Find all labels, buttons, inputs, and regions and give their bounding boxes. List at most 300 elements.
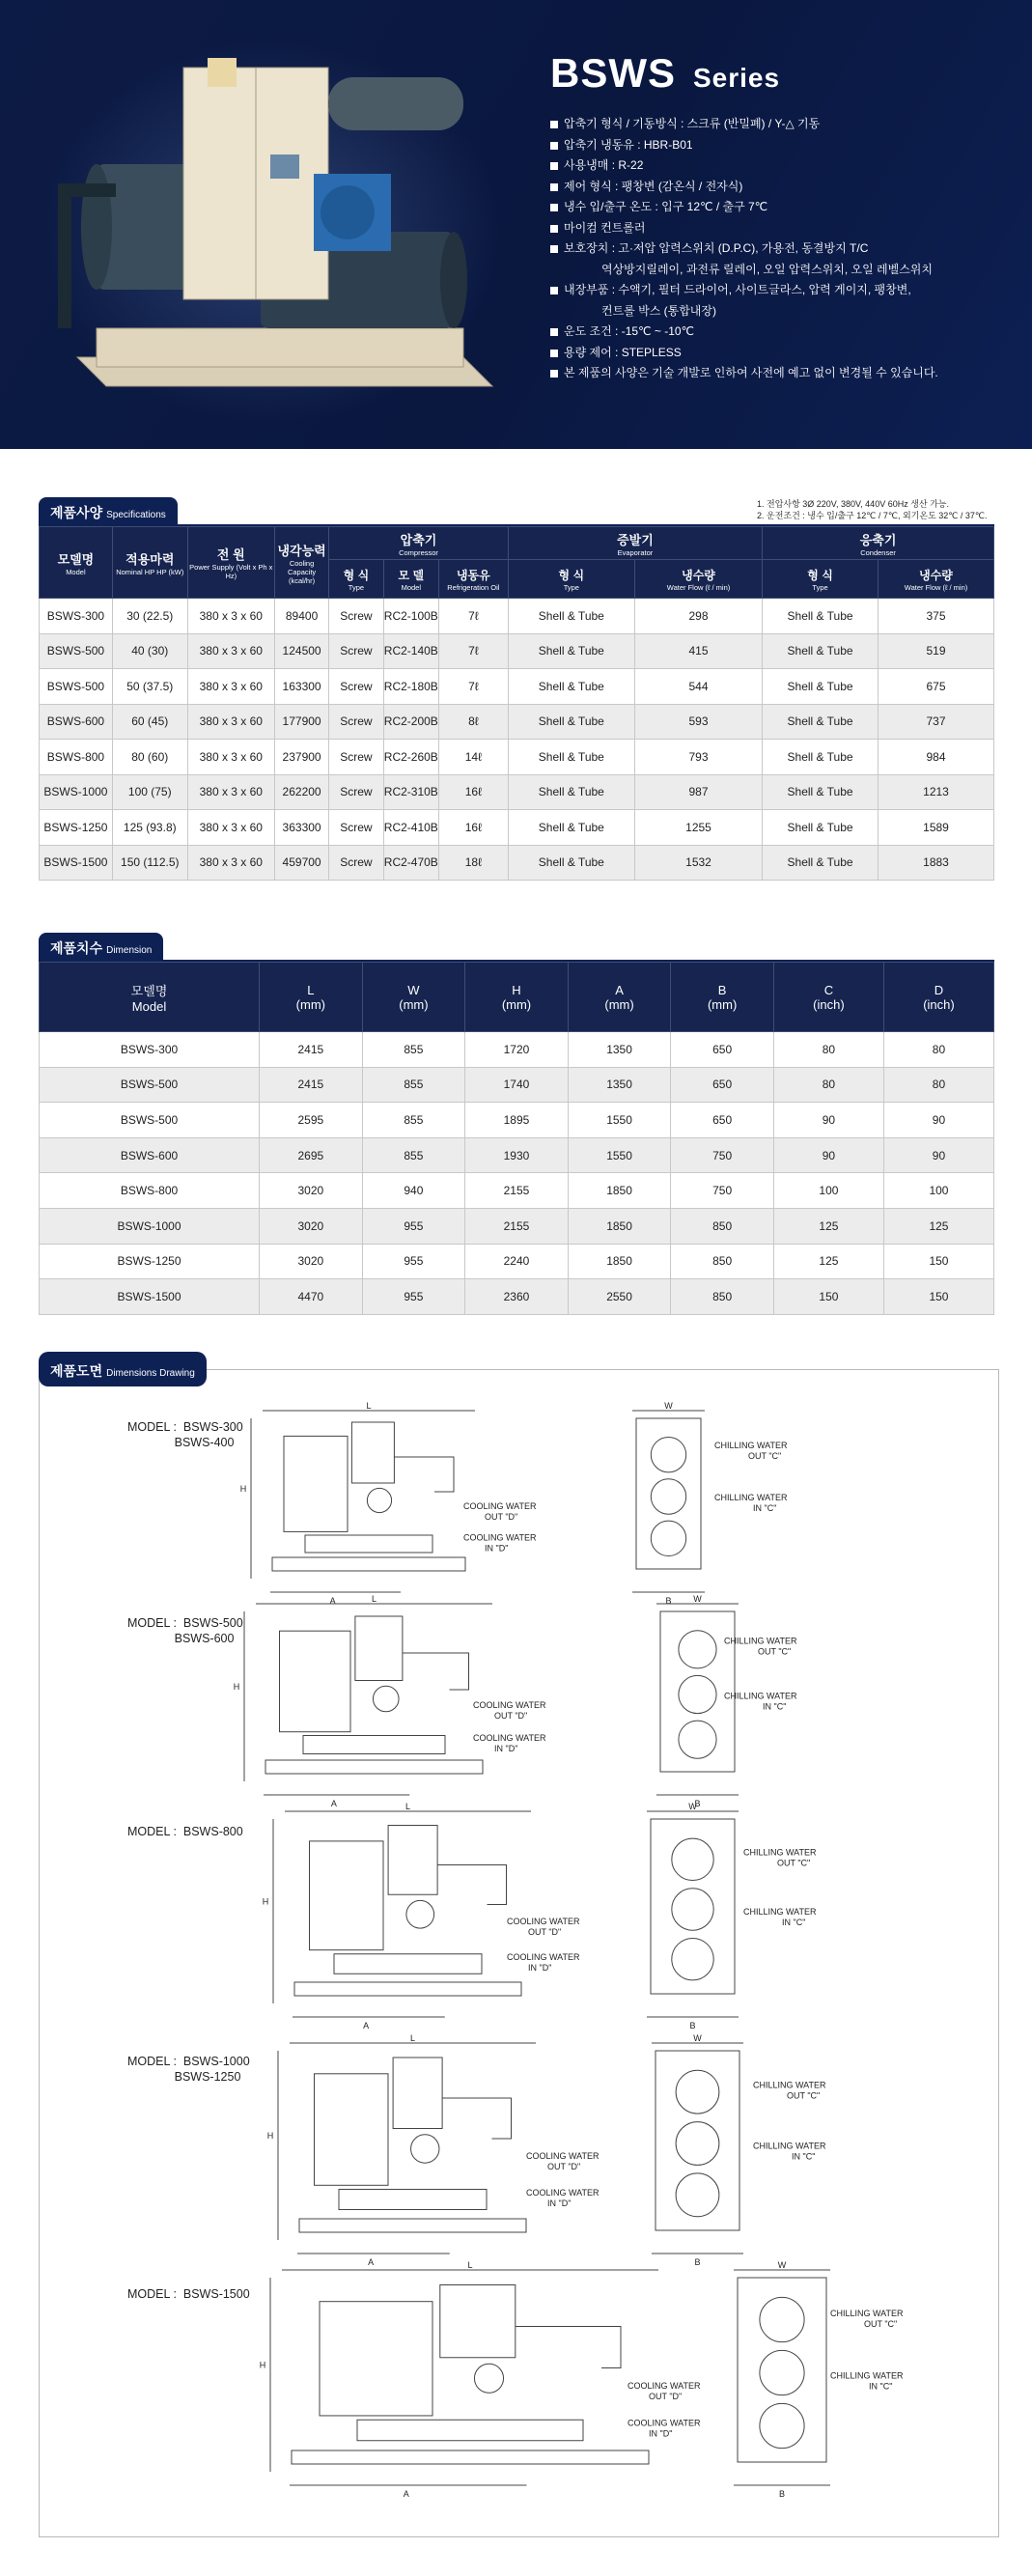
side-vessel [760,2297,804,2341]
shell-tube [303,1736,445,1754]
control-panel [310,1841,384,1950]
side-vessel [679,1721,716,1758]
spec-bullet: 보호장치 : 고·저압 압력스위치 (D.P.C), 가용전, 동결방지 T/C [550,238,1004,260]
compressor [351,1422,394,1483]
dim-cell: 1850 [568,1173,671,1209]
dim-cell: 80 [883,1067,993,1103]
spec-cell: Shell & Tube [763,633,879,669]
dim-cell: 90 [883,1103,993,1138]
control-panel [315,2074,389,2186]
dim-cell: 3020 [260,1173,363,1209]
cooling-water-out-label: COOLING WATER [507,1917,580,1926]
spec-cell: Shell & Tube [508,774,634,810]
dim-cell: 90 [773,1137,883,1173]
side-vessel [672,1838,713,1880]
spec-row [40,633,994,669]
dim-cell: 100 [773,1173,883,1209]
spec-notes [757,498,988,521]
spec-cell: 793 [634,740,762,775]
spec-cell: 124500 [274,633,328,669]
col-header-evap-type: 형 식 Type [508,560,634,599]
spec-cell: Screw [329,633,383,669]
spec-cell: BSWS-800 [40,740,113,775]
label-a: A [330,1799,337,1808]
spec-cell: 7ℓ [439,633,509,669]
dim-section-tab [39,933,163,960]
cooling-water-in-label: IN "D" [649,2428,673,2439]
label-h: H [259,2360,266,2370]
motor [474,2364,503,2393]
label-h: H [266,2131,274,2141]
dim-cell: 150 [773,1279,883,1315]
dim-section-title: 제품치수 [50,940,103,956]
dim-cell: 2415 [260,1067,363,1103]
spec-cell: 16ℓ [439,810,509,846]
spec-cell: RC2-470B [383,845,438,881]
spec-cell: 80 (60) [112,740,187,775]
spec-cell: 237900 [274,740,328,775]
spec-row [40,740,994,775]
dim-cell: 850 [671,1208,774,1244]
dim-col-header: 모델명 Model [40,963,260,1032]
spec-cell: 7ℓ [439,669,509,705]
dim-row [40,1173,994,1209]
chilling-water-in-label: CHILLING WATER [724,1691,797,1701]
cooling-water-out-label: OUT "D" [528,1927,562,1937]
dim-cell: 750 [671,1173,774,1209]
dim-cell: 2155 [465,1173,569,1209]
dim-cell: 90 [773,1103,883,1138]
col-header-evaporator: 증발기 Evaporator [508,527,762,560]
dim-cell: 2415 [260,1032,363,1068]
cooling-water-in-label: COOLING WATER [463,1532,537,1543]
label-h: H [233,1682,240,1692]
dim-cell: 125 [773,1208,883,1244]
cooling-water-in-label: COOLING WATER [473,1733,546,1744]
base-frame [294,1982,521,1996]
spec-cell: 89400 [274,599,328,634]
spec-cell: RC2-180B [383,669,438,705]
dim-cell: 1850 [568,1244,671,1279]
spec-cell: 380 x 3 x 60 [187,599,274,634]
dim-cell: 80 [883,1032,993,1068]
spec-cell: 16ℓ [439,774,509,810]
cooling-water-in-label: IN "D" [528,1962,552,1973]
model-label-1000: MODEL : BSWS-1000 BSWS-1250 [127,2055,250,2084]
base-frame [292,2450,649,2464]
pipe [442,2098,511,2139]
spec-cell: 125 (93.8) [112,810,187,846]
side-vessel [676,2122,719,2166]
dim-cell: 1350 [568,1032,671,1068]
dim-cell: 855 [362,1137,465,1173]
side-vessel [672,1938,713,1979]
spec-cell: 380 x 3 x 60 [187,810,274,846]
label-l: L [467,2260,473,2270]
label-h: H [262,1896,269,1907]
motor [367,1488,391,1512]
compressor [355,1616,403,1681]
dim-row [40,1032,994,1068]
label-a: A [363,2021,370,2030]
spec-cell: 60 (45) [112,704,187,740]
chilling-water-out-label: CHILLING WATER [714,1441,788,1450]
spec-cell: 415 [634,633,762,669]
dimension-drawing [233,1594,975,1820]
chilling-water-in-label: CHILLING WATER [830,2370,904,2381]
spec-cell: RC2-260B [383,740,438,775]
spec-cell: 40 (30) [112,633,187,669]
spec-section-title-en: Specifications [106,510,166,520]
spec-cell: Shell & Tube [508,704,634,740]
spec-cell: 7ℓ [439,599,509,634]
spec-cell: Shell & Tube [508,633,634,669]
cooling-water-in-label: IN "D" [494,1744,518,1754]
spec-table-body [40,599,994,881]
chilling-water-in-label: IN "C" [753,1503,777,1513]
spec-cell: 380 x 3 x 60 [187,845,274,881]
cooling-water-in-label: IN "D" [547,2198,572,2208]
spec-section-title: 제품사양 [50,505,103,520]
cooling-water-out-label: COOLING WATER [463,1501,537,1511]
dim-cell: 2550 [568,1279,671,1315]
dim-cell: 2240 [465,1244,569,1279]
spec-cell: Shell & Tube [763,704,879,740]
dim-section-title-en: Dimension [106,945,153,956]
control-panel [320,2302,432,2416]
dim-cell: 955 [362,1279,465,1315]
spec-section-tab [39,497,178,524]
series-name: BSWS [550,50,676,96]
side-vessel [651,1479,685,1514]
dim-row [40,1137,994,1173]
cooling-water-in-label: COOLING WATER [507,1951,580,1962]
spec-cell: 459700 [274,845,328,881]
spec-bullet: 용량 제어 : STEPLESS [550,343,1004,364]
side-vessel [679,1631,716,1668]
spec-cell: Shell & Tube [508,740,634,775]
dim-col-header: D (inch) [883,963,993,1032]
label-l: L [366,1401,372,1411]
label-b: B [665,1596,672,1606]
spec-cell: RC2-100B [383,599,438,634]
spec-cell: 380 x 3 x 60 [187,740,274,775]
chilling-water-out-label: CHILLING WATER [830,2308,904,2318]
spec-table [39,526,994,881]
dim-cell: 1895 [465,1103,569,1138]
spec-cell: Shell & Tube [763,845,879,881]
spec-cell: 984 [879,740,994,775]
label-w: W [688,1802,697,1811]
spec-cell: RC2-310B [383,774,438,810]
spec-cell: 30 (22.5) [112,599,187,634]
dim-row [40,1208,994,1244]
chilling-water-out-label: CHILLING WATER [753,2080,826,2090]
dimension-table [39,962,994,1315]
spec-bullet: 냉수 입/출구 온도 : 입구 12℃ / 출구 7℃ [550,197,1004,218]
dim-cell: BSWS-600 [40,1137,260,1173]
spec-cell: 18ℓ [439,845,509,881]
spec-cell: 375 [879,599,994,634]
dim-cell: 150 [883,1279,993,1315]
dim-row [40,1103,994,1138]
chilling-water-out-label: CHILLING WATER [743,1847,817,1858]
label-l: L [409,2033,416,2043]
dim-cell: 2155 [465,1208,569,1244]
control-panel [284,1436,348,1531]
spec-cell: Screw [329,740,383,775]
spec-cell: 1255 [634,810,762,846]
spec-row [40,704,994,740]
spec-cell: Screw [329,774,383,810]
dim-cell: BSWS-500 [40,1103,260,1138]
dim-cell: 125 [773,1244,883,1279]
side-vessel [651,1437,685,1471]
spec-bullet: 마이컴 컨트롤러 [550,218,1004,239]
label-a: A [368,2257,375,2267]
spec-cell: 1589 [879,810,994,846]
shell-tube [357,2420,583,2441]
spec-row [40,774,994,810]
shell-tube [334,1954,482,1974]
spec-bullet-continuation: 역상방지릴레이, 과전류 릴레이, 오일 압력스위치, 오일 레벨스위치 [601,262,933,276]
dimension-drawing [241,1802,975,2042]
spec-cell: Shell & Tube [763,740,879,775]
label-w: W [777,2260,787,2270]
chilling-water-in-label: IN "C" [782,1917,806,1927]
spec-row [40,599,994,634]
spec-cell: Shell & Tube [508,599,634,634]
model-label-800: MODEL : BSWS-800 [127,1825,243,1838]
motor [411,2135,439,2163]
chilling-water-out-label: OUT "C" [787,2090,821,2101]
spec-cell: Shell & Tube [763,810,879,846]
label-l: L [371,1594,377,1604]
spec-bullet: 제어 형식 : 팽창변 (감온식 / 전자식) [550,177,1004,198]
dim-cell: 1350 [568,1067,671,1103]
model-label-500: MODEL : BSWS-500 BSWS-600 [127,1616,243,1645]
dim-cell: BSWS-1000 [40,1208,260,1244]
series-title [550,50,780,97]
spec-cell: 163300 [274,669,328,705]
label-w: W [664,1401,673,1411]
spec-cell: BSWS-300 [40,599,113,634]
motor [406,1900,434,1928]
label-w: W [693,1594,702,1604]
dim-row [40,1244,994,1279]
dim-row [40,1279,994,1315]
spec-cell: 262200 [274,774,328,810]
spec-cell: 1532 [634,845,762,881]
spec-cell: 737 [879,704,994,740]
dim-cell: 1930 [465,1137,569,1173]
dim-cell: 850 [671,1244,774,1279]
label-h: H [239,1484,247,1494]
col-header-comp-oil: 냉동유 Refrigeration Oil [439,560,509,599]
dim-cell: 100 [883,1173,993,1209]
dim-cell: 150 [883,1244,993,1279]
cooling-water-out-label: COOLING WATER [526,2151,600,2161]
col-header-compressor: 압축기 Compressor [329,527,508,560]
col-header-cooling: 냉각능력 Cooling Capacity (kcal/hr) [274,527,328,599]
spec-cell: RC2-410B [383,810,438,846]
side-vessel [676,2173,719,2217]
cooling-water-out-label: COOLING WATER [628,2381,701,2391]
spec-bullet: 사용냉매 : R-22 [550,155,1004,177]
dimension-drawing [239,1401,975,1617]
chilling-water-out-label: OUT "C" [748,1451,782,1461]
pipe [403,1653,469,1690]
cooling-water-out-label: OUT "D" [547,2162,581,2171]
label-a: A [329,1596,336,1606]
spec-cell: 14ℓ [439,740,509,775]
spec-bullet-continuation: 컨트롤 박스 (통합내장) [601,303,716,318]
dim-row [40,1067,994,1103]
dim-cell: 750 [671,1137,774,1173]
cooling-water-out-label: OUT "D" [494,1711,528,1721]
spec-cell: BSWS-500 [40,669,113,705]
col-header-comp-model: 모 델 Model [383,560,438,599]
dim-cell: 1740 [465,1067,569,1103]
col-header-hp: 적용마력 Nominal HP HP (kW) [112,527,187,599]
dim-cell: BSWS-800 [40,1173,260,1209]
label-b: B [694,1799,701,1808]
side-vessel [760,2403,804,2448]
spec-cell: 544 [634,669,762,705]
chilling-water-out-label: CHILLING WATER [724,1636,797,1646]
dim-cell: 3020 [260,1208,363,1244]
dim-cell: 4470 [260,1279,363,1315]
dim-col-header: H (mm) [465,963,569,1032]
dim-cell: 940 [362,1173,465,1209]
dim-cell: 2695 [260,1137,363,1173]
cooling-water-in-label: IN "D" [485,1543,509,1554]
dim-cell: 90 [883,1137,993,1173]
dimension-drawing [241,2033,975,2279]
dim-cell: 955 [362,1244,465,1279]
series-subtitle: Series [693,63,781,93]
pipe [437,1865,506,1905]
side-frame [651,1819,735,1994]
dim-cell: 125 [883,1208,993,1244]
dim-cell: 2360 [465,1279,569,1315]
chilling-water-in-label: IN "C" [869,2381,893,2392]
chilling-water-in-label: IN "C" [792,2151,816,2162]
spec-cell: BSWS-600 [40,704,113,740]
col-header-power: 전 원 Power Supply (Volt x Ph x Hz) [187,527,274,599]
side-vessel [760,2350,804,2394]
spec-cell: 150 (112.5) [112,845,187,881]
chilling-water-out-label: OUT "C" [864,2318,898,2329]
drawing-section-tab [39,1352,207,1386]
spec-row [40,845,994,881]
spec-note: 1. 전압사항 3Ø 220V, 380V, 440V 60Hz 생산 가능. [757,499,949,509]
spec-cell: Shell & Tube [508,669,634,705]
label-a: A [403,2489,409,2499]
spec-cell: BSWS-1500 [40,845,113,881]
col-header-model: 모델명 Model [40,527,113,599]
side-frame [738,2278,826,2462]
spec-row [40,669,994,705]
dim-cell: 650 [671,1032,774,1068]
compressor [393,2058,442,2129]
pipe [516,2327,621,2368]
col-header-condenser: 응축기 Condenser [763,527,994,560]
spec-cell: Screw [329,599,383,634]
spec-cell: Screw [329,810,383,846]
dim-cell: 1850 [568,1208,671,1244]
dim-cell: 855 [362,1067,465,1103]
spec-note: 2. 운전조건 : 냉수 입/출구 12℃ / 7℃, 외기온도 32℃ / 37℃. [757,511,988,520]
spec-cell: RC2-200B [383,704,438,740]
dim-cell: BSWS-500 [40,1067,260,1103]
cooling-water-in-label: COOLING WATER [628,2418,701,2428]
pipe [394,1457,454,1492]
label-b: B [694,2257,701,2267]
side-frame [655,2051,739,2230]
spec-cell: 519 [879,633,994,669]
dim-cell: BSWS-1250 [40,1244,260,1279]
chiller-product-image [39,39,502,415]
label-w: W [693,2033,702,2043]
dim-col-header: W (mm) [362,963,465,1032]
spec-cell: 380 x 3 x 60 [187,704,274,740]
chilling-water-in-label: CHILLING WATER [743,1906,817,1917]
base-frame [272,1557,465,1571]
dim-cell: 1550 [568,1137,671,1173]
dim-cell: BSWS-300 [40,1032,260,1068]
spec-bullet-list [550,114,1004,384]
spec-cell: 380 x 3 x 60 [187,669,274,705]
model-label-300: MODEL : BSWS-300 BSWS-400 [127,1420,243,1449]
col-header-evap-flow: 냉수량 Water Flow (ℓ / min) [634,560,762,599]
base-frame [265,1760,483,1774]
dimension-drawing [241,2260,975,2510]
spec-cell: 100 (75) [112,774,187,810]
motor [373,1686,399,1712]
dim-table-body [40,1032,994,1315]
spec-cell: 987 [634,774,762,810]
drawing-section-title: 제품도면 [50,1363,103,1379]
hero-banner [0,0,1032,449]
spec-cell: 363300 [274,810,328,846]
label-b: B [689,2021,696,2030]
spec-cell: 8ℓ [439,704,509,740]
dim-col-header: B (mm) [671,963,774,1032]
spec-bullet: 압축기 형식 / 기동방식 : 스크류 (반밀폐) / Y-△ 기동 [550,114,1004,135]
spec-cell: 380 x 3 x 60 [187,774,274,810]
dim-col-header: C (inch) [773,963,883,1032]
dim-cell: BSWS-1500 [40,1279,260,1315]
dim-cell: 80 [773,1067,883,1103]
drawing-section-title-en: Dimensions Drawing [106,1368,195,1379]
spec-row [40,810,994,846]
spec-cell: Shell & Tube [763,774,879,810]
cooling-water-out-label: OUT "D" [485,1512,518,1522]
dim-cell: 855 [362,1103,465,1138]
spec-cell: 1213 [879,774,994,810]
spec-cell: Screw [329,845,383,881]
spec-cell: BSWS-1250 [40,810,113,846]
dim-cell: 1720 [465,1032,569,1068]
side-vessel [676,2070,719,2114]
spec-cell: Shell & Tube [763,669,879,705]
spec-cell: Shell & Tube [508,810,634,846]
cooling-water-in-label: COOLING WATER [526,2187,600,2198]
shell-tube [339,2190,487,2210]
dim-cell: 3020 [260,1244,363,1279]
base-frame [299,2219,526,2232]
